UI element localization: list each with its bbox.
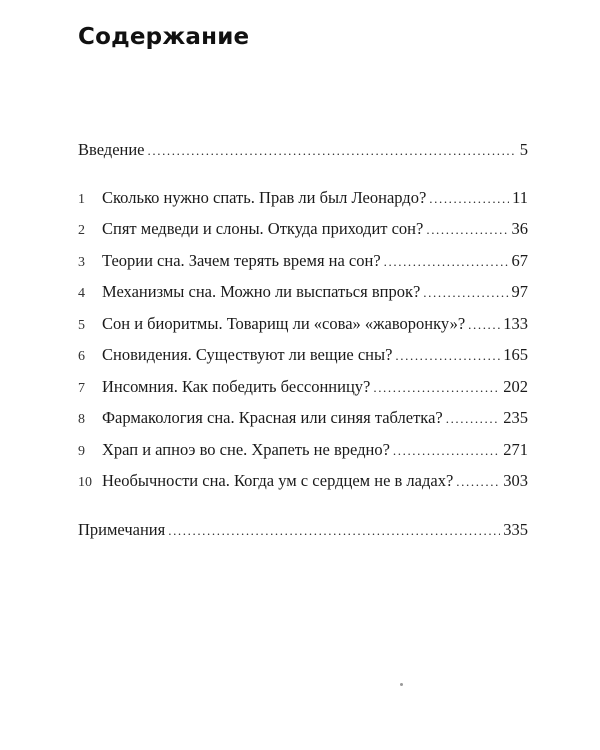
entry-page: 271	[503, 440, 528, 459]
chapter-number: 3	[78, 255, 85, 270]
toc-entry-chapter-10	[78, 471, 528, 493]
leader-dots	[393, 443, 500, 459]
entry-page: 36	[511, 219, 528, 238]
entry-title: Механизмы сна. Можно ли выспаться впрок?	[102, 282, 421, 301]
entry-page: 5	[519, 140, 528, 159]
entry-title: Сновидения. Существуют ли вещие сны?	[102, 345, 393, 364]
entry-title: Введение	[78, 140, 145, 159]
leader-dots	[426, 222, 508, 238]
chapter-number: 9	[78, 444, 85, 459]
leader-dots	[373, 380, 500, 396]
toc-entry-chapter-7	[78, 377, 528, 399]
entry-page: 11	[512, 188, 528, 207]
toc-entry-chapter-4	[78, 282, 528, 304]
toc-entry-chapter-1	[78, 188, 528, 210]
leader-dots	[423, 285, 508, 301]
leader-dots	[429, 191, 509, 207]
entry-title: Фармакология сна. Красная или синяя таблетка?	[102, 408, 443, 427]
entry-page: 202	[503, 377, 528, 396]
toc-entry-notes	[78, 520, 528, 542]
chapter-number: 5	[78, 318, 85, 333]
leader-dots	[468, 317, 500, 333]
toc-entry-chapter-3	[78, 251, 528, 273]
chapter-number: 6	[78, 349, 85, 364]
entry-title: Инсомния. Как победить бессонницу?	[102, 377, 371, 396]
leader-dots	[446, 411, 501, 427]
chapter-number: 7	[78, 381, 85, 396]
chapter-number: 10	[78, 475, 92, 490]
leader-dots	[395, 348, 500, 364]
entry-title: Необычности сна. Когда ум с сердцем не в ладах?	[102, 471, 454, 490]
entry-page: 67	[511, 251, 528, 270]
chapter-number: 2	[78, 223, 85, 238]
toc-entry-chapter-6	[78, 345, 528, 367]
chapter-number: 4	[78, 286, 85, 301]
chapter-number: 8	[78, 412, 85, 427]
entry-page: 133	[503, 314, 528, 333]
entry-title: Спят медведи и слоны. Откуда приходит сон?	[102, 219, 424, 238]
entry-page: 165	[503, 345, 528, 364]
leader-dots	[148, 143, 517, 159]
toc-entry-chapter-8	[78, 408, 528, 430]
entry-title: Сколько нужно спать. Прав ли был Леонардо?	[102, 188, 427, 207]
toc-entry-introduction	[78, 140, 528, 162]
entry-title: Сон и биоритмы. Товарищ ли «сова» «жаворонку»?	[102, 314, 466, 333]
entry-page: 97	[511, 282, 528, 301]
entry-page: 303	[503, 471, 528, 490]
toc-entry-chapter-9	[78, 440, 528, 462]
leader-dots	[384, 254, 509, 270]
entry-title: Примечания	[78, 520, 166, 539]
entry-page: 335	[503, 520, 528, 539]
paper-speck	[400, 683, 403, 686]
page-title: Содержание	[78, 24, 250, 50]
toc-entry-chapter-2	[78, 219, 528, 241]
leader-dots	[168, 523, 500, 539]
leader-dots	[456, 474, 500, 490]
entry-title: Храп и апноэ во сне. Храпеть не вредно?	[102, 440, 390, 459]
entry-page: 235	[503, 408, 528, 427]
entry-title: Теории сна. Зачем терять время на сон?	[102, 251, 381, 270]
chapter-number: 1	[78, 192, 85, 207]
toc-entry-chapter-5	[78, 314, 528, 336]
